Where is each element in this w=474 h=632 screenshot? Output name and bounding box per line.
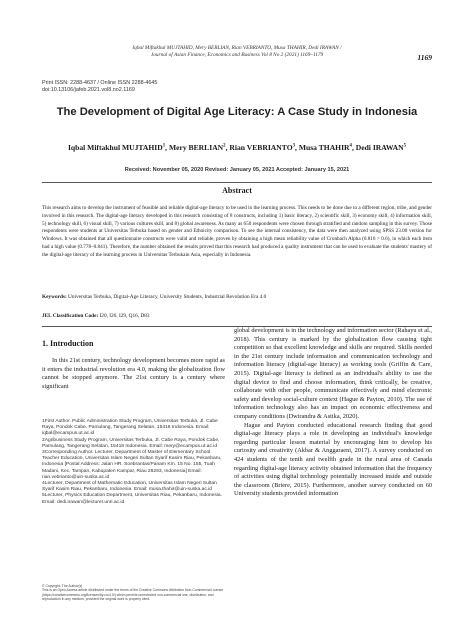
- author-3: Rian VEBRIANTO$^3$: [229, 143, 296, 152]
- keywords-text: Universitas Terbuka, Digital-Age Literacy, University Students, Industrial Revolution Era 4.0: [68, 294, 267, 300]
- jel-text: I20, I26, I29, Q16, D83: [99, 313, 150, 319]
- keywords-label: Keywords:: [42, 294, 67, 300]
- author-list: Iqbal Miftakhul MUJTAHID$^1$, Mery BERLIAN$^2$, Rian VEBRIANTO$^3$, Musa THAHIR$^4$, Dedi IRAWAN$^5$: [67, 143, 407, 152]
- page-number: 1169: [417, 53, 432, 62]
- section-heading: 1. Introduction: [42, 339, 94, 348]
- footnote: 5Lecturer, Physics Education Department, Universitas Riau, Pekanbaru, Indonesia. Email: dedi.irawan@lecturer.unri.ac.id: [42, 493, 222, 505]
- body-paragraph: Hague and Payton conducted educational research finding that good digital-age literacy plays a role in developing an individual's knowledge regarding particular lesson material by encouraging him to develop his curiosity and creativity (Akbar & Anggaraeni, 2017). A survey conducted on 424 students of the tenth and twelfth grade in the rural area of Canada regarding digital-age literacy activity obtained information that the frequency of activities using digital technology potentially increased inside and outside the classroom (Briere, 2015). Furthermore, another survey conducted on 60 University students provided information: [234, 421, 432, 498]
- jel-codes: [42, 313, 432, 319]
- footnote: 3Corresponding Author. Lecturer, Department of Master of Elementary School Teacher Education, Universitas Islam Negeri Sultan Syarif Kasim Riau, Pekanbaru, Indonesia [Postal Address: Jalan HR. Soebrantas/Panam Km. 15 No. 155, Tuah Madani, Kec. Tampan, Kabupaten Kampar, Riau 28293, Indonesia] Email: rian.vebrianto@uin-suska.ac.id: [42, 450, 222, 480]
- abstract-text: This research aims to develop the instrument of feasible and reliable digital-age literacy to be used in the learning process. This needs to be done due to a different region, tribe, and gender involved in this research. The digital-age literacy developed in this research consisting of 8 constructs, including 1) basic literacy, 2) scientific skill, 3) economy skill, 4) information skill, 5) technology skill, 6) visual skill, 7) various cultures skill, and 8) global awareness. As many as 650 respondents were chosen through stratified and random sampling in this survey. Those respondents were students at Universitas Terbuka based on gender and Ethnicity comparison. To see the internal consistency, the data were then analyzed using SPSS 23.00 version for Windows. It was obtained that all questionnaire constructs were valid and reliable, proven by obtaining a high mean reliability value of Cronbach Alpha (0.816 > 0.6), in which each item had a high value (0.778–0.841). Therefore, the number obtained the results proved that this research had produced a quality instrument that can be used to evaluate the students' mastery of the digital-age literacy of the learning process in Universitas Terbukain Asia, especially in Indonesia.: [42, 205, 432, 258]
- submission-dates: Received: November 05, 2020 Revised: January 05, 2021 Accepted: January 15, 2021: [124, 167, 350, 173]
- author-5: Dedi IRAWAN$^5$: [355, 143, 407, 152]
- author-1: Iqbal Miftakhul MUJTAHID$^1$: [67, 143, 166, 152]
- keywords: [42, 294, 432, 300]
- footnote: 1First Author. Public Administration Study Program, Universitas Terbuka, Jl. Cabe Raya, Pondok Cabe, Pamulang, Tangerang Selatan, 15418 Indonesia. Email: iqbal@ecampus.ut.ac.id: [42, 419, 218, 437]
- footnote: 2Agribusiness Study Program, Universitas Terbuka, Jl. Cabe Raya, Pondok Cabe, Pamulang, Tangerang Selatan, 15418 Indonesia. Email: mery@ecampus.ut.ac.id: [42, 437, 220, 449]
- running-header: [60, 45, 414, 59]
- paper-title: The Development of Digital Age Literacy: A Case Study in Indonesia: [56, 106, 418, 118]
- author-4: Musa THAHIR$^4$: [298, 143, 352, 152]
- doi-line: doi:10.13106/jafeb.2021.vol8.no2.1169: [42, 87, 135, 94]
- footnotes: [42, 419, 225, 506]
- article-identifiers: [42, 80, 157, 94]
- left-column: [42, 357, 225, 391]
- running-authors: Iqbal Miftakhul MUJTAHID, Mery BERLIAN, Rian VEBRIANTO, Musa THAHIR, Dedi IRAWAN /: [132, 45, 342, 51]
- abstract-heading: Abstract: [222, 186, 252, 195]
- copyright-notice: © Copyright: The Author(s) This is an Open Access article distributed under the terms of the Creative Commons Attribution Non-Commercial License (https://creativecommons.org/licenses/by-nc/4.0/) which permits unrestricted non-commercial use, distribution, and reproduction in any medium, provided the original work is properly cited.: [42, 584, 224, 602]
- jel-label: JEL Classification Code:: [42, 313, 99, 319]
- footnote: 4Lecturer, Department of Mathematic Education, Universitas Islam Negeri Sultan Syarif Kasim Riau, Pekanbaru, Indonesia. Email: musa.thahir@uin-suska.ac.id: [42, 481, 217, 493]
- running-journal: Journal of Asian Finance, Economics and Business Vol 8 No 2 (2021) 1169–1179: [150, 52, 324, 58]
- body-paragraph: global development is in the technology and information sector (Rahayu et al., 2018). This century is marked by the globalization flow causing tight competition so that excellent knowledge and skills are required. Skills needed in the 21st century include information and communication technology and information literacy (digital-age literacy) as working tools (Griffin & Care, 2015). Digital-age literacy is defined as an individual's ability to use the digital device to find and choose information, think critically, be creative, collaborate with other people, communicate effectively and mind electronic safety and develop social-culture context (Hague & Payton, 2010). The use of information technology also has an impact on economic effectiveness and company conditions (Dwirandra & Astika, 2020).: [234, 327, 432, 420]
- intro-paragraph: In this 21st century, technology development becomes more rapid as it enters the industrial revolution era 4.0, making the globalization flow cannot be stopped anymore. The 21st century is a century where significant: [42, 357, 225, 390]
- right-column: [234, 327, 432, 499]
- abstract-top-rule: [42, 182, 432, 183]
- issn-line: Print ISSN: 2288-4637 / Online ISSN 2288-4645: [42, 80, 158, 86]
- author-2: Mery BERLIAN$^2$: [168, 143, 226, 152]
